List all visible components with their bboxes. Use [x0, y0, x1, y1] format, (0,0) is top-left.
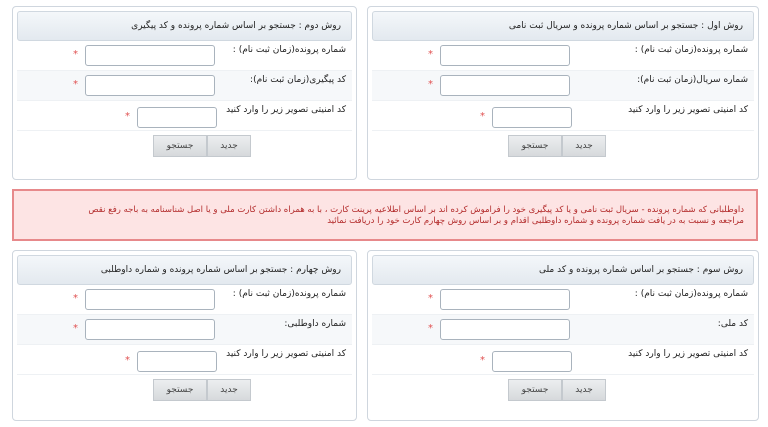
tracking-code-input[interactable]	[85, 75, 215, 96]
new-button[interactable]: جدید	[207, 379, 251, 401]
serial-input[interactable]	[440, 75, 570, 96]
required-mark: *	[73, 323, 78, 334]
field-label: کد پیگیری(زمان ثبت نام):	[250, 75, 346, 85]
button-row	[17, 379, 352, 405]
new-button[interactable]: جدید	[207, 135, 251, 157]
field-label: کد امنیتی تصویر زیر را وارد کنید	[628, 349, 748, 359]
alert-line-2: مراجعه و نسبت به در یافت شماره پرونده و شماره داوطلبی اقدام و بر اساس روش چهارم کارت خود را دریافت نمائید	[327, 216, 744, 226]
panel-method-3	[367, 250, 759, 421]
search-button[interactable]: جستجو	[153, 379, 207, 401]
candidate-number-input[interactable]	[85, 319, 215, 340]
panel-title: روش سوم : جستجو بر اساس شماره پرونده و کد ملی	[372, 255, 754, 285]
search-button[interactable]: جستجو	[508, 379, 562, 401]
required-mark: *	[73, 293, 78, 304]
required-mark: *	[73, 49, 78, 60]
alert-line-1: داوطلبانی که شماره پرونده - سریال ثبت نامی و یا کد پیگیری خود را فراموش کرده اند بر اساس اطلاعیه پرینت کارت ، با به همراه داشتن کارت ملی و یا اصل شناسنامه به باجه رفع نقص	[88, 205, 744, 215]
new-button[interactable]: جدید	[562, 379, 606, 401]
captcha-input[interactable]	[137, 107, 217, 128]
form-row-tracking-code	[17, 71, 352, 101]
panel-title: روش چهارم : جستجو بر اساس شماره پرونده و شماره داوطلبی	[17, 255, 352, 285]
file-number-input[interactable]	[85, 289, 215, 310]
required-mark: *	[480, 355, 485, 366]
captcha-input[interactable]	[137, 351, 217, 372]
form-row-captcha	[372, 101, 754, 131]
file-number-input[interactable]	[440, 289, 570, 310]
required-mark: *	[428, 79, 433, 90]
file-number-input[interactable]	[85, 45, 215, 66]
form-row-captcha	[17, 101, 352, 131]
required-mark: *	[428, 293, 433, 304]
required-mark: *	[480, 111, 485, 122]
info-alert	[12, 189, 758, 241]
form-row-file-number	[372, 285, 754, 315]
field-label: شماره سریال(زمان ثبت نام):	[637, 75, 748, 85]
new-button[interactable]: جدید	[562, 135, 606, 157]
field-label: شماره داوطلبی:	[284, 319, 346, 329]
field-label: شماره پرونده(زمان ثبت نام) :	[232, 289, 346, 299]
search-button[interactable]: جستجو	[508, 135, 562, 157]
button-row	[372, 135, 754, 161]
button-row	[17, 135, 352, 161]
search-button[interactable]: جستجو	[153, 135, 207, 157]
field-label: شماره پرونده(زمان ثبت نام) :	[232, 45, 346, 55]
field-label: کد امنیتی تصویر زیر را وارد کنید	[628, 105, 748, 115]
file-number-input[interactable]	[440, 45, 570, 66]
required-mark: *	[73, 79, 78, 90]
captcha-input[interactable]	[492, 107, 572, 128]
captcha-input[interactable]	[492, 351, 572, 372]
required-mark: *	[125, 111, 130, 122]
panel-method-2	[12, 6, 357, 180]
form-row-national-code	[372, 315, 754, 345]
form-row-file-number	[372, 41, 754, 71]
national-code-input[interactable]	[440, 319, 570, 340]
field-label: شماره پرونده(زمان ثبت نام) :	[634, 289, 748, 299]
form-row-file-number	[17, 41, 352, 71]
field-label: کد ملی:	[717, 319, 748, 329]
required-mark: *	[125, 355, 130, 366]
form-row-candidate-number	[17, 315, 352, 345]
form-row-serial	[372, 71, 754, 101]
field-label: شماره پرونده(زمان ثبت نام) :	[634, 45, 748, 55]
form-row-file-number	[17, 285, 352, 315]
required-mark: *	[428, 49, 433, 60]
field-label: کد امنیتی تصویر زیر را وارد کنید	[226, 105, 346, 115]
required-mark: *	[428, 323, 433, 334]
button-row	[372, 379, 754, 405]
form-row-captcha	[17, 345, 352, 375]
panel-method-1	[367, 6, 759, 180]
panel-title: روش دوم : جستجو بر اساس شماره پرونده و کد پیگیری	[17, 11, 352, 41]
form-row-captcha	[372, 345, 754, 375]
panel-method-4	[12, 250, 357, 421]
field-label: کد امنیتی تصویر زیر را وارد کنید	[226, 349, 346, 359]
panel-title: روش اول : جستجو بر اساس شماره پرونده و سریال ثبت نامی	[372, 11, 754, 41]
